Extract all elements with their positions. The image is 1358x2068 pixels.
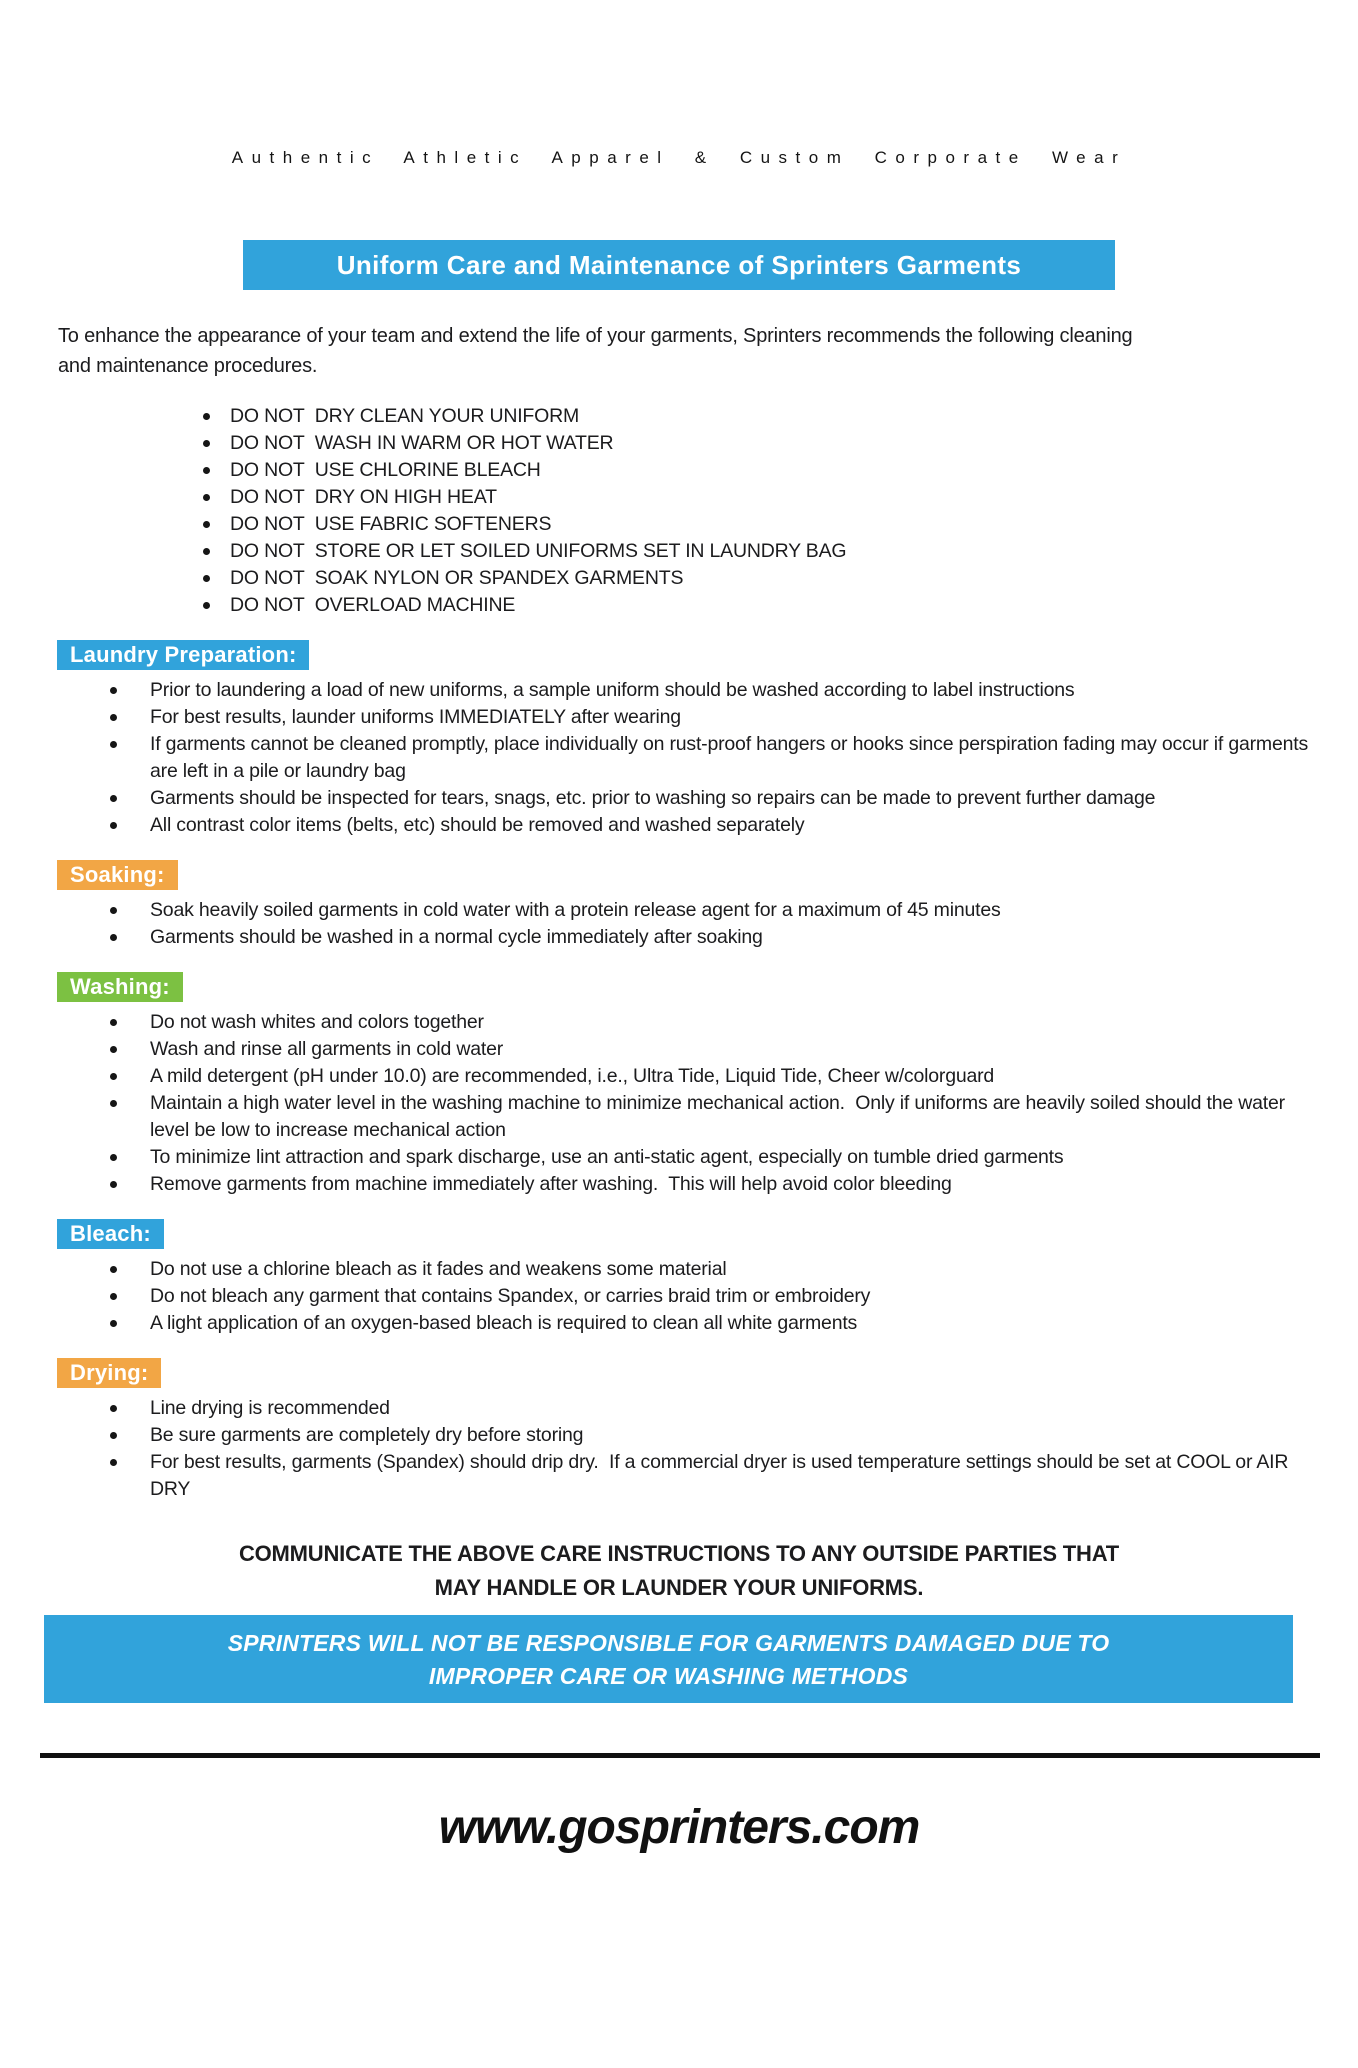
do-not-text: DO NOT DRY CLEAN YOUR UNIFORM [230, 405, 580, 427]
bullet-text: For best results, launder uniforms IMMEDIATELY after wearing [150, 706, 681, 728]
bullet-icon [203, 467, 210, 474]
bullet-item [110, 1310, 1313, 1337]
intro-line-1: To enhance the appearance of your team and extend the life of your garments, Sprinters recommends the following cleaning [58, 325, 1133, 347]
do-not-item [203, 457, 1358, 484]
page-root [0, 148, 1358, 2068]
bullet-icon [110, 741, 117, 748]
page-title: Uniform Care and Maintenance of Sprinters Garments [243, 240, 1115, 290]
section-badge: Soaking: [57, 860, 178, 890]
brand-tagline: Authentic Athletic Apparel & Custom Corporate Wear [231, 148, 1127, 167]
do-not-text: DO NOT STORE OR LET SOILED UNIFORMS SET IN LAUNDRY BAG [230, 540, 847, 562]
section-badge-row [57, 1358, 1358, 1388]
do-not-text: DO NOT OVERLOAD MACHINE [230, 594, 516, 616]
care-section [0, 1358, 1358, 1503]
bullet-icon [110, 822, 117, 829]
section-badge-row [57, 972, 1358, 1002]
do-not-item [203, 430, 1358, 457]
section-badge: Laundry Preparation: [57, 640, 309, 670]
bullet-text: Be sure garments are completely dry before storing [150, 1424, 584, 1446]
bullet-text: If garments cannot be cleaned promptly, place individually on rust-proof hangers or hooks since perspiration fading may occur if garments are left in a pile or laundry bag [150, 733, 1314, 782]
bullet-item [110, 1036, 1313, 1063]
bullet-item [110, 1090, 1313, 1144]
bullet-icon [110, 934, 117, 941]
communicate-notice-line-2: MAY HANDLE OR LAUNDER YOUR UNIFORMS. [434, 1575, 924, 1600]
bullet-text: All contrast color items (belts, etc) should be removed and washed separately [150, 814, 805, 836]
bullet-item [110, 924, 1313, 951]
bullet-text: Maintain a high water level in the washing machine to minimize mechanical action. Only if uniforms are heavily soiled should the water level be low to increase mechanical action [150, 1092, 1291, 1141]
bullet-icon [110, 1181, 117, 1188]
section-bullet-list [110, 677, 1313, 839]
bullet-item [110, 1256, 1313, 1283]
bullet-icon [110, 1459, 117, 1466]
do-not-text: DO NOT SOAK NYLON OR SPANDEX GARMENTS [230, 567, 684, 589]
bullet-item [110, 1283, 1313, 1310]
intro-line-2: and maintenance procedures. [58, 355, 318, 377]
communicate-notice-line-1: COMMUNICATE THE ABOVE CARE INSTRUCTIONS TO ANY OUTSIDE PARTIES THAT [238, 1541, 1120, 1566]
bullet-item [110, 1422, 1313, 1449]
bullet-icon [110, 1100, 117, 1107]
bullet-text: A light application of an oxygen-based bleach is required to clean all white garments [150, 1312, 858, 1334]
do-not-text: DO NOT USE CHLORINE BLEACH [230, 459, 541, 481]
bullet-item [110, 1063, 1313, 1090]
section-badge-row [57, 1219, 1358, 1249]
bullet-text: Garments should be washed in a normal cycle immediately after soaking [150, 926, 763, 948]
bullet-icon [203, 521, 210, 528]
bullet-text: Line drying is recommended [150, 1397, 390, 1419]
bullet-text: Remove garments from machine immediately after washing. This will help avoid color bleeding [150, 1173, 952, 1195]
bullet-icon [110, 1293, 117, 1300]
section-bullet-list [110, 1256, 1313, 1337]
do-not-item [203, 403, 1358, 430]
bullet-text: Wash and rinse all garments in cold water [150, 1038, 504, 1060]
bullet-item [110, 1171, 1313, 1198]
bullet-icon [110, 1019, 117, 1026]
bullet-icon [203, 548, 210, 555]
bullet-item [110, 1009, 1313, 1036]
bullet-text: A mild detergent (pH under 10.0) are recommended, i.e., Ultra Tide, Liquid Tide, Cheer w/colorguard [150, 1065, 995, 1087]
bullet-item [110, 704, 1313, 731]
communicate-notice [0, 1537, 1358, 1605]
do-not-text: DO NOT DRY ON HIGH HEAT [230, 486, 497, 508]
section-bullet-list [110, 1009, 1313, 1198]
do-not-text: DO NOT WASH IN WARM OR HOT WATER [230, 432, 614, 454]
do-not-list [203, 403, 1358, 619]
do-not-item [203, 484, 1358, 511]
bullet-icon [110, 1154, 117, 1161]
bullet-icon [203, 413, 210, 420]
bullet-icon [110, 907, 117, 914]
bullet-item [110, 1144, 1313, 1171]
bullet-icon [110, 1266, 117, 1273]
bullet-text: Garments should be inspected for tears, snags, etc. prior to washing so repairs can be made to prevent further damage [150, 787, 1156, 809]
intro-paragraph [58, 321, 1313, 381]
do-not-item [203, 565, 1358, 592]
bullet-text: Do not bleach any garment that contains Spandex, or carries braid trim or embroidery [150, 1285, 871, 1307]
section-badge: Bleach: [57, 1219, 164, 1249]
bullet-item [110, 1449, 1313, 1503]
bullet-icon [203, 494, 210, 501]
section-bullet-list [110, 1395, 1313, 1503]
liability-banner [44, 1615, 1293, 1703]
bullet-icon [203, 440, 210, 447]
bullet-icon [203, 602, 210, 609]
section-bullet-list [110, 897, 1313, 951]
bullet-item [110, 785, 1313, 812]
section-badge: Washing: [57, 972, 183, 1002]
footer-url: www.gosprinters.com [438, 1801, 920, 1854]
bullet-icon [203, 575, 210, 582]
care-section [0, 860, 1358, 951]
bullet-item [110, 677, 1313, 704]
section-badge-row [57, 640, 1358, 670]
section-badge-row [57, 860, 1358, 890]
bullet-text: Prior to laundering a load of new uniforms, a sample uniform should be washed according to label instructions [150, 679, 1075, 701]
bullet-icon [110, 714, 117, 721]
do-not-item [203, 538, 1358, 565]
bullet-icon [110, 1320, 117, 1327]
bullet-icon [110, 1405, 117, 1412]
bullet-text: Do not wash whites and colors together [150, 1011, 484, 1033]
bullet-icon [110, 1046, 117, 1053]
care-sections [0, 640, 1358, 1503]
bullet-icon [110, 795, 117, 802]
care-section [0, 1219, 1358, 1337]
section-badge: Drying: [57, 1358, 161, 1388]
bullet-item [110, 812, 1313, 839]
bullet-icon [110, 1073, 117, 1080]
divider-rule [40, 1753, 1320, 1758]
bullet-item [110, 897, 1313, 924]
bullet-icon [110, 1432, 117, 1439]
bullet-text: For best results, garments (Spandex) should drip dry. If a commercial dryer is used temperature settings should be set at COOL or AIR DRY [150, 1451, 1294, 1500]
do-not-text: DO NOT USE FABRIC SOFTENERS [230, 513, 552, 535]
liability-banner-line-1: SPRINTERS WILL NOT BE RESPONSIBLE FOR GARMENTS DAMAGED DUE TO [227, 1630, 1110, 1656]
bullet-text: Do not use a chlorine bleach as it fades and weakens some material [150, 1258, 727, 1280]
liability-banner-line-2: IMPROPER CARE OR WASHING METHODS [428, 1663, 909, 1689]
care-section [0, 972, 1358, 1198]
do-not-item [203, 511, 1358, 538]
bullet-item [110, 731, 1313, 785]
bullet-text: To minimize lint attraction and spark discharge, use an anti-static agent, especially on tumble dried garments [150, 1146, 1064, 1168]
bullet-icon [110, 687, 117, 694]
bullet-item [110, 1395, 1313, 1422]
care-section [0, 640, 1358, 839]
do-not-item [203, 592, 1358, 619]
bullet-text: Soak heavily soiled garments in cold water with a protein release agent for a maximum of 45 minutes [150, 899, 1001, 921]
